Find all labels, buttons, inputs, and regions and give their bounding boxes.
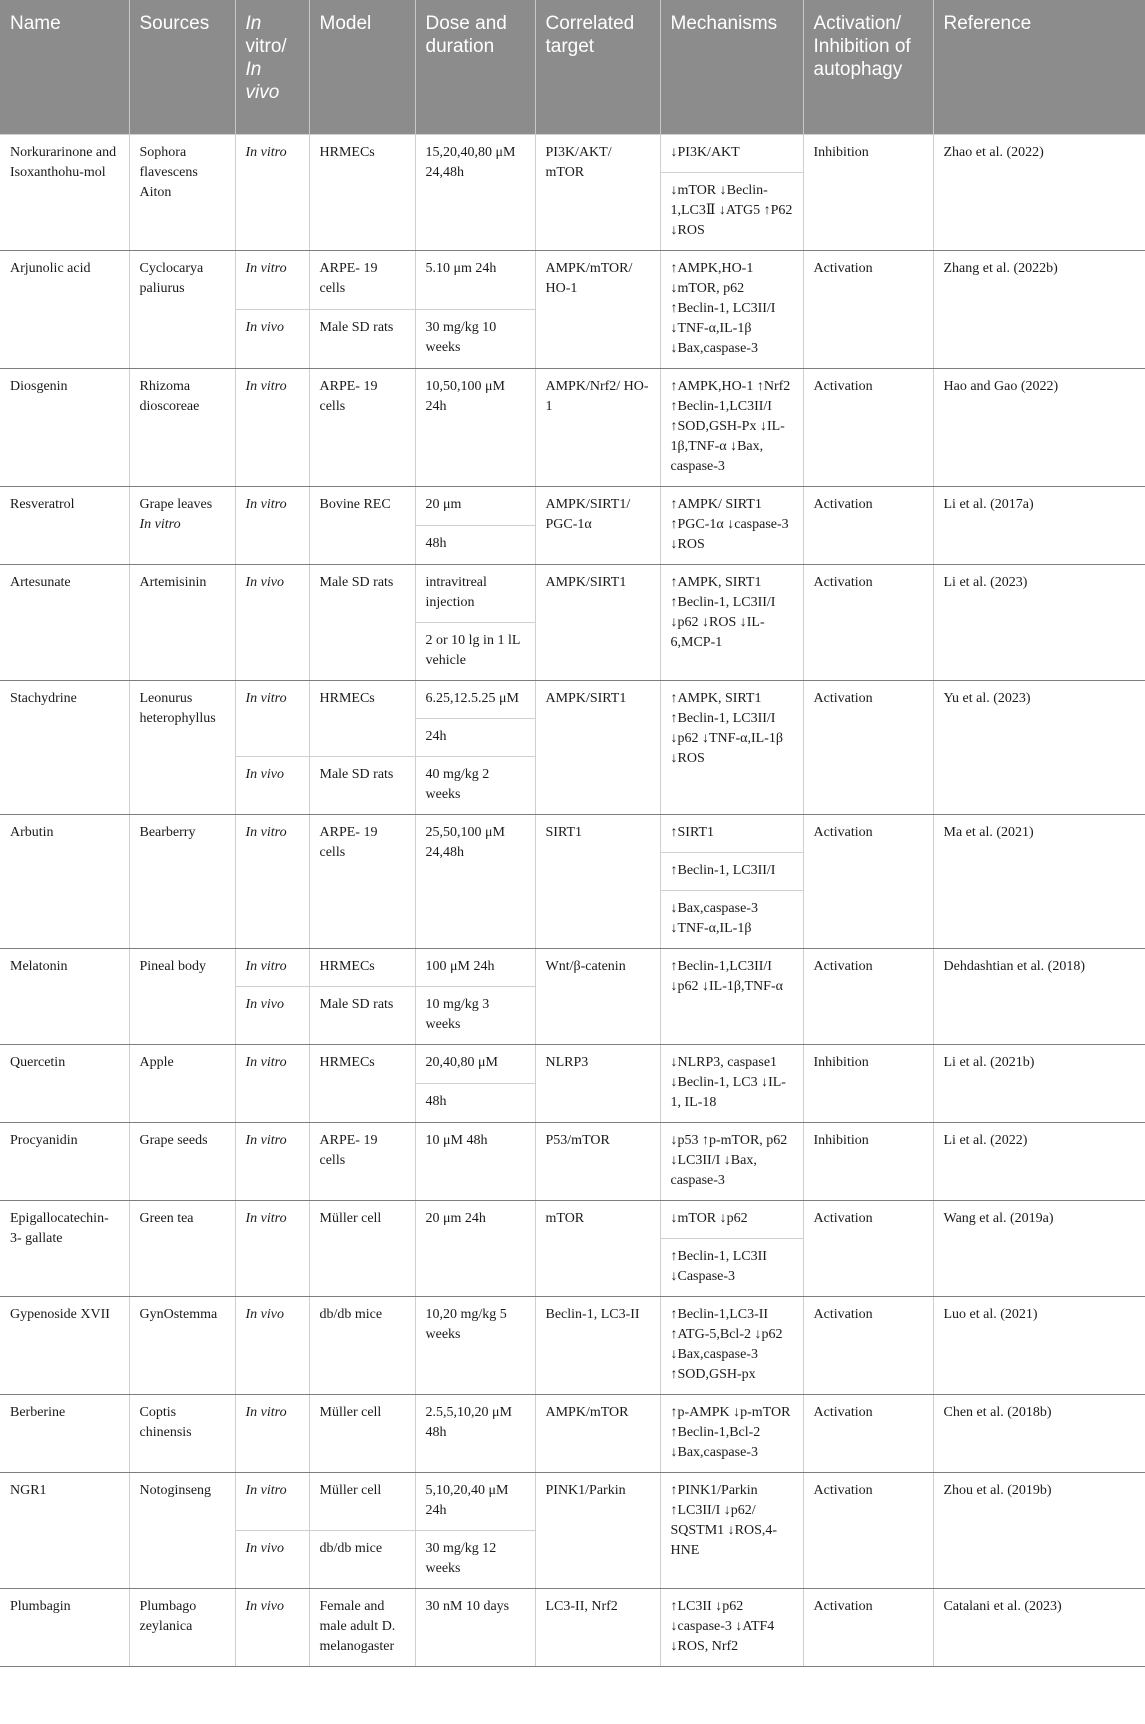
reference: Wang et al. (2019a) — [933, 1201, 1145, 1297]
study-type: In vitro — [235, 681, 309, 757]
correlated-target: AMPK/SIRT1 — [535, 565, 660, 681]
table-body — [0, 135, 1145, 1667]
column-header-correlated-target — [535, 0, 660, 135]
compound-name: Norkurarinone and Isoxanthohu-mol — [0, 135, 129, 251]
correlated-target: AMPK/SIRT1 — [535, 681, 660, 815]
dose-duration: 48h — [415, 1084, 535, 1123]
study-type: In vivo — [235, 565, 309, 681]
correlated-target: AMPK/mTOR — [535, 1395, 660, 1473]
study-type: In vitro — [235, 1045, 309, 1123]
dose-duration: 15,20,40,80 μM 24,48h — [415, 135, 535, 251]
correlated-target: PINK1/Parkin — [535, 1473, 660, 1589]
study-type: In vitro — [235, 487, 309, 565]
mechanism: ↓mTOR ↓Beclin-1,LC3Ⅱ ↓ATG5 ↑P62 ↓ROS — [660, 173, 803, 251]
table-row — [0, 1297, 1145, 1395]
dose-duration: 24h — [415, 719, 535, 757]
compound-name: Gypenoside XVII — [0, 1297, 129, 1395]
compound-name: NGR1 — [0, 1473, 129, 1589]
study-type: In vitro — [235, 369, 309, 487]
mechanism: ↑AMPK,HO-1 ↓mTOR, p62 ↑Beclin-1, LC3II/I ↓TNF-α,IL-1β ↓Bax,caspase-3 — [660, 251, 803, 369]
dose-duration: 10 mg/kg 3 weeks — [415, 987, 535, 1045]
compound-name: Artesunate — [0, 565, 129, 681]
study-type: In vitro — [235, 815, 309, 949]
header-row — [0, 0, 1145, 135]
table-row — [0, 1473, 1145, 1531]
column-header-text: vivo — [245, 82, 280, 103]
correlated-target: Wnt/β-catenin — [535, 949, 660, 1045]
mechanism: ↑AMPK, SIRT1 ↑Beclin-1, LC3II/I ↓p62 ↓ROS ↓IL-6,MCP-1 — [660, 565, 803, 681]
dose-duration: 100 μM 24h — [415, 949, 535, 987]
reference: Li et al. (2017a) — [933, 487, 1145, 565]
table-row — [0, 135, 1145, 173]
column-header-sources — [129, 0, 235, 135]
study-model: Male SD rats — [309, 565, 415, 681]
dose-duration: 10,50,100 μM 24h — [415, 369, 535, 487]
study-model: Müller cell — [309, 1473, 415, 1531]
dose-duration: 10,20 mg/kg 5 weeks — [415, 1297, 535, 1395]
mechanism: ↓NLRP3, caspase1 ↓Beclin-1, LC3 ↓IL-1, IL-18 — [660, 1045, 803, 1123]
compound-source: Plumbago zeylanica — [129, 1589, 235, 1667]
study-model: Male SD rats — [309, 310, 415, 369]
dose-duration: intravitreal injection — [415, 565, 535, 623]
table-row — [0, 1123, 1145, 1201]
compound-source: Rhizoma dioscoreae — [129, 369, 235, 487]
mechanism: ↑SIRT1 — [660, 815, 803, 853]
study-model: Female and male adult D. melanogaster — [309, 1589, 415, 1667]
dose-duration: 2.5,5,10,20 μM 48h — [415, 1395, 535, 1473]
reference: Li et al. (2021b) — [933, 1045, 1145, 1123]
column-header-text: In — [245, 59, 262, 80]
autophagy-effect: Activation — [803, 251, 933, 369]
compound-source: GynOstemma — [129, 1297, 235, 1395]
dose-duration: 5.10 μm 24h — [415, 251, 535, 310]
study-model: ARPE- 19 cells — [309, 369, 415, 487]
column-header-text: Name — [10, 13, 61, 34]
correlated-target: PI3K/AKT/ mTOR — [535, 135, 660, 251]
dose-duration: 20 μm — [415, 487, 535, 526]
autophagy-effect: Activation — [803, 1473, 933, 1589]
dose-duration: 10 μM 48h — [415, 1123, 535, 1201]
column-header-mechanisms — [660, 0, 803, 135]
dose-duration: 30 mg/kg 10 weeks — [415, 310, 535, 369]
column-header-text: Sources — [139, 13, 210, 34]
table-row — [0, 369, 1145, 487]
study-model: ARPE- 19 cells — [309, 1123, 415, 1201]
reference: Li et al. (2023) — [933, 565, 1145, 681]
mechanism: ↑AMPK,HO-1 ↑Nrf2 ↑Beclin-1,LC3II/I ↑SOD,GSH-Px ↓IL-1β,TNF-α ↓Bax, caspase-3 — [660, 369, 803, 487]
study-model: Male SD rats — [309, 757, 415, 815]
compound-source: Pineal body — [129, 949, 235, 1045]
mechanism: ↑LC3II ↓p62 ↓caspase-3 ↓ATF4 ↓ROS, Nrf2 — [660, 1589, 803, 1667]
reference: Hao and Gao (2022) — [933, 369, 1145, 487]
autophagy-effect: Activation — [803, 815, 933, 949]
dose-duration: 5,10,20,40 μM 24h — [415, 1473, 535, 1531]
study-type: In vitro — [235, 1395, 309, 1473]
compound-source: Artemisinin — [129, 565, 235, 681]
compound-source: Green tea — [129, 1201, 235, 1297]
table-row — [0, 681, 1145, 719]
mechanism: ↑Beclin-1, LC3II ↓Caspase-3 — [660, 1239, 803, 1297]
study-model: ARPE- 19 cells — [309, 815, 415, 949]
column-header-text: Inhibition of — [813, 36, 911, 57]
autophagy-effect: Activation — [803, 949, 933, 1045]
autophagy-effect: Inhibition — [803, 135, 933, 251]
dose-duration: 6.25,12.5.25 μM — [415, 681, 535, 719]
dose-duration: 2 or 10 lg in 1 lL vehicle — [415, 623, 535, 681]
mechanism: ↑AMPK, SIRT1 ↑Beclin-1, LC3II/I ↓p62 ↓TNF-α,IL-1β ↓ROS — [660, 681, 803, 815]
study-model: db/db mice — [309, 1531, 415, 1589]
autophagy-effect: Activation — [803, 1297, 933, 1395]
column-header-text: Mechanisms — [670, 13, 778, 34]
column-header-text: vitro/ — [245, 36, 287, 57]
mechanism: ↓PI3K/AKT — [660, 135, 803, 173]
study-model: db/db mice — [309, 1297, 415, 1395]
study-type: In vitro — [235, 1201, 309, 1297]
table-row — [0, 1201, 1145, 1239]
correlated-target: AMPK/Nrf2/ HO-1 — [535, 369, 660, 487]
compound-name: Berberine — [0, 1395, 129, 1473]
column-header-text: Correlated — [545, 13, 635, 34]
column-header-text: target — [545, 36, 595, 57]
compound-name: Plumbagin — [0, 1589, 129, 1667]
reference: Zhao et al. (2022) — [933, 135, 1145, 251]
mechanism: ↑Beclin-1,LC3-II ↑ATG-5,Bcl-2 ↓p62 ↓Bax,caspase-3 ↑SOD,GSH-px — [660, 1297, 803, 1395]
compound-source: Bearberry — [129, 815, 235, 949]
reference: Catalani et al. (2023) — [933, 1589, 1145, 1667]
reference: Zhou et al. (2019b) — [933, 1473, 1145, 1589]
autophagy-effect: Activation — [803, 1201, 933, 1297]
dose-duration: 30 nM 10 days — [415, 1589, 535, 1667]
compound-source: Grape seeds — [129, 1123, 235, 1201]
table-header — [0, 0, 1145, 135]
mechanism: ↓mTOR ↓p62 — [660, 1201, 803, 1239]
study-model: Müller cell — [309, 1395, 415, 1473]
reference: Ma et al. (2021) — [933, 815, 1145, 949]
mechanism: ↑PINK1/Parkin ↑LC3II/I ↓p62/ SQSTM1 ↓ROS,4-HNE — [660, 1473, 803, 1589]
compound-source — [129, 487, 235, 565]
correlated-target: P53/mTOR — [535, 1123, 660, 1201]
column-header-dose-and-duration — [415, 0, 535, 135]
study-model: ARPE- 19 cells — [309, 251, 415, 310]
table-row — [0, 565, 1145, 623]
column-header-model — [309, 0, 415, 135]
compound-name: Stachydrine — [0, 681, 129, 815]
reference: Chen et al. (2018b) — [933, 1395, 1145, 1473]
column-header-name — [0, 0, 129, 135]
column-header-in-vitro-in-vivo — [235, 0, 309, 135]
compound-name: Epigallocatechin-3- gallate — [0, 1201, 129, 1297]
study-type: In vivo — [235, 987, 309, 1045]
study-type: In vivo — [235, 1589, 309, 1667]
study-model: HRMECs — [309, 949, 415, 987]
reference: Yu et al. (2023) — [933, 681, 1145, 815]
column-header-text: duration — [425, 36, 495, 57]
autophagy-effect: Inhibition — [803, 1123, 933, 1201]
mechanism: ↑Beclin-1, LC3II/I — [660, 853, 803, 891]
study-type: In vivo — [235, 1531, 309, 1589]
correlated-target: AMPK/mTOR/ HO-1 — [535, 251, 660, 369]
autophagy-effect: Activation — [803, 369, 933, 487]
column-header-text: autophagy — [813, 59, 903, 80]
compound-name: Procyanidin — [0, 1123, 129, 1201]
study-model: HRMECs — [309, 1045, 415, 1123]
autophagy-effect: Activation — [803, 681, 933, 815]
mechanism: ↑AMPK/ SIRT1 ↑PGC-1α ↓caspase-3 ↓ROS — [660, 487, 803, 565]
reference: Zhang et al. (2022b) — [933, 251, 1145, 369]
correlated-target: Beclin-1, LC3-II — [535, 1297, 660, 1395]
compound-source: Coptis chinensis — [129, 1395, 235, 1473]
dose-duration: 20 μm 24h — [415, 1201, 535, 1297]
autophagy-effect: Inhibition — [803, 1045, 933, 1123]
source-text: Grape leaves — [139, 497, 213, 512]
column-header-text: Reference — [943, 13, 1032, 34]
study-type: In vivo — [235, 757, 309, 815]
dose-duration: 40 mg/kg 2 weeks — [415, 757, 535, 815]
compound-name: Resveratrol — [0, 487, 129, 565]
dose-duration: 48h — [415, 526, 535, 565]
table-row — [0, 1589, 1145, 1667]
dose-duration: 20,40,80 μM — [415, 1045, 535, 1084]
study-model: Male SD rats — [309, 987, 415, 1045]
table-row — [0, 1395, 1145, 1473]
dose-duration: 30 mg/kg 12 weeks — [415, 1531, 535, 1589]
study-model: HRMECs — [309, 135, 415, 251]
study-type: In vitro — [235, 1473, 309, 1531]
column-header-activation-inhibition — [803, 0, 933, 135]
study-type: In vitro — [235, 949, 309, 987]
mechanism: ↓Bax,caspase-3 ↓TNF-α,IL-1β — [660, 891, 803, 949]
correlated-target: SIRT1 — [535, 815, 660, 949]
study-type: In vitro — [235, 1123, 309, 1201]
column-header-text: Dose and — [425, 13, 507, 34]
correlated-target: AMPK/SIRT1/ PGC-1α — [535, 487, 660, 565]
reference: Li et al. (2022) — [933, 1123, 1145, 1201]
table-row — [0, 251, 1145, 310]
table-row — [0, 487, 1145, 526]
compound-source: Notoginseng — [129, 1473, 235, 1589]
study-type: In vivo — [235, 1297, 309, 1395]
compound-name: Arbutin — [0, 815, 129, 949]
study-type: In vivo — [235, 310, 309, 369]
compound-name: Melatonin — [0, 949, 129, 1045]
mechanism: ↑Beclin-1,LC3II/I ↓p62 ↓IL-1β,TNF-α — [660, 949, 803, 1045]
compound-name: Diosgenin — [0, 369, 129, 487]
column-header-text: Model — [319, 13, 372, 34]
reference: Luo et al. (2021) — [933, 1297, 1145, 1395]
compound-source: Sophora flavescens Aiton — [129, 135, 235, 251]
study-type: In vitro — [235, 135, 309, 251]
autophagy-effect: Activation — [803, 1395, 933, 1473]
source-extra-text: In vitro — [139, 517, 181, 532]
compound-source: Leonurus heterophyllus — [129, 681, 235, 815]
table-row — [0, 949, 1145, 987]
correlated-target: NLRP3 — [535, 1045, 660, 1123]
correlated-target: LC3-II, Nrf2 — [535, 1589, 660, 1667]
study-model: Bovine REC — [309, 487, 415, 565]
autophagy-effect: Activation — [803, 487, 933, 565]
compound-source: Apple — [129, 1045, 235, 1123]
compound-source: Cyclocarya paliurus — [129, 251, 235, 369]
column-header-text: Activation/ — [813, 13, 902, 34]
column-header-text: In — [245, 13, 262, 34]
dose-duration: 25,50,100 μM 24,48h — [415, 815, 535, 949]
compound-name: Arjunolic acid — [0, 251, 129, 369]
table-row — [0, 1045, 1145, 1084]
mechanism: ↑p-AMPK ↓p-mTOR ↑Beclin-1,Bcl-2 ↓Bax,caspase-3 — [660, 1395, 803, 1473]
study-model: HRMECs — [309, 681, 415, 757]
autophagy-effect: Activation — [803, 1589, 933, 1667]
correlated-target: mTOR — [535, 1201, 660, 1297]
mechanism: ↓p53 ↑p-mTOR, p62 ↓LC3II/I ↓Bax, caspase-3 — [660, 1123, 803, 1201]
study-type: In vitro — [235, 251, 309, 310]
study-model: Müller cell — [309, 1201, 415, 1297]
table-row — [0, 815, 1145, 853]
reference: Dehdashtian et al. (2018) — [933, 949, 1145, 1045]
compound-name: Quercetin — [0, 1045, 129, 1123]
column-header-reference — [933, 0, 1145, 135]
autophagy-effect: Activation — [803, 565, 933, 681]
